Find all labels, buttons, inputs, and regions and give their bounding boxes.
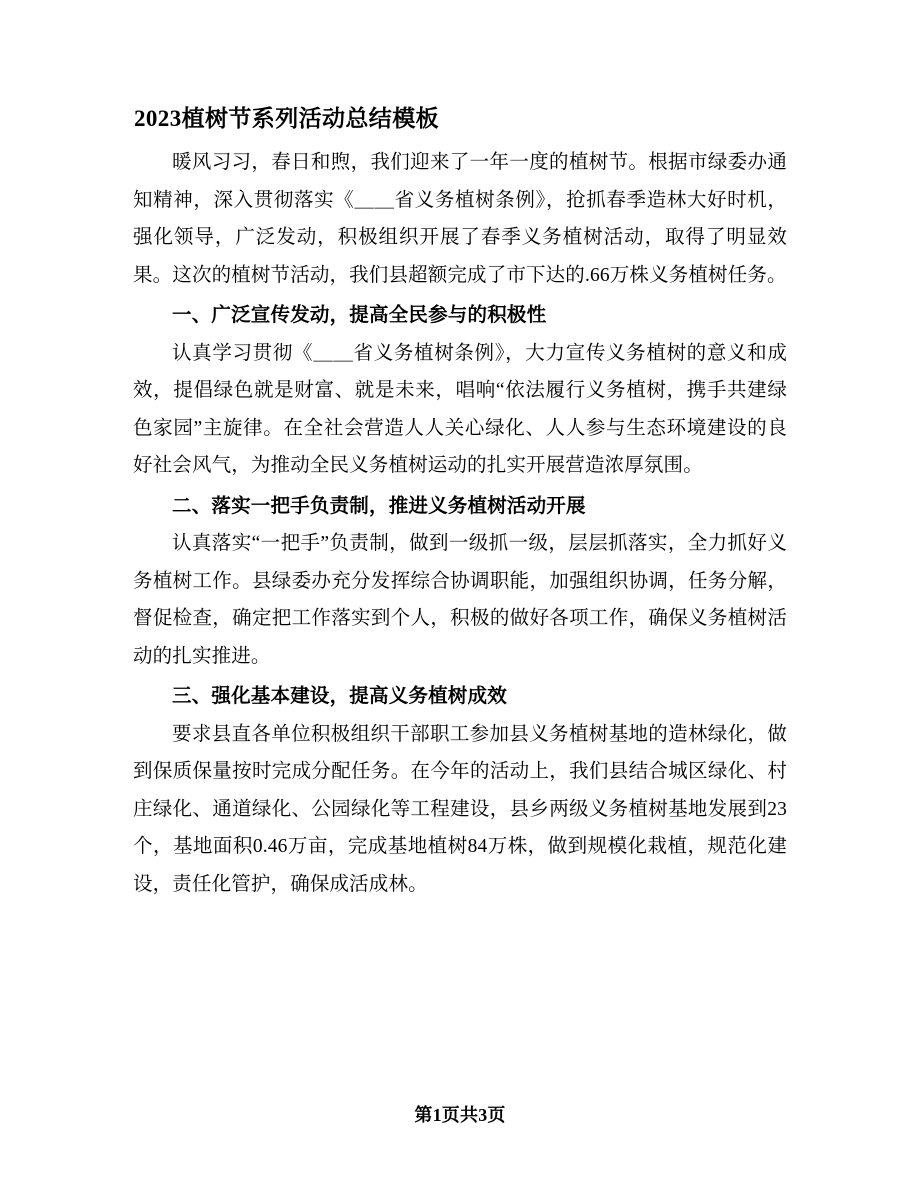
page-footer: 第1页共3页 <box>414 1105 506 1125</box>
paragraph-section-two: 认真落实“一把手”负责制，做到一级抓一级，层层抓落实，全力抓好义务植树工作。县绿委办充分发挥综合协调职能，加强组织协调，任务分解，督促检查，确定把工作落实到个人，积极的做好各项工作，确保义务植树活动的扎实推进。 <box>133 533 787 667</box>
section-heading-three: 三、强化基本建设，提高义务植树成效 <box>172 686 507 707</box>
section-heading-one: 一、广泛宣传发动，提高全民参与的积极性 <box>172 305 547 326</box>
paragraph-section-one: 认真学习贯彻《＿＿省义务植树条例》，大力宣传义务植树的意义和成效，提倡绿色就是财富、就是未来，唱响“依法履行义务植树，携手共建绿色家园”主旋律。在全社会营造人人关心绿化、人人参与生态环境建设的良好社会风气，为推动全民义务植树运动的扎实开展营造浓厚氛围。 <box>133 342 787 476</box>
section-heading-two: 二、落实一把手负责制，推进义务植树活动开展 <box>172 495 586 517</box>
paragraph-section-three: 要求县直各单位积极组织干部职工参加县义务植树基地的造林绿化，做到保质保量按时完成分配任务。在今年的活动上，我们县结合城区绿化、村庄绿化、通道绿化、公园绿化等工程建设，县乡两级义务植树基地发展到23个，基地面积0.46万亩，完成基地植树84万株，做到规模化栽植，规范化建设，责任化管护，确保成活成林。 <box>133 723 787 895</box>
page-title: 2023植树节系列活动总结模板 <box>134 106 439 131</box>
paragraph-intro: 暖风习习，春日和煦，我们迎来了一年一度的植树节。根据市绿委办通知精神，深入贯彻落实《＿＿省义务植树条例》，抢抓春季造林大好时机，强化领导，广泛发动，积极组织开展了春季义务植树活动，取得了明显效果。这次的植树节活动，我们县超额完成了市下达的.66万株义务植树任务。 <box>133 152 787 286</box>
document-body <box>133 100 787 903</box>
